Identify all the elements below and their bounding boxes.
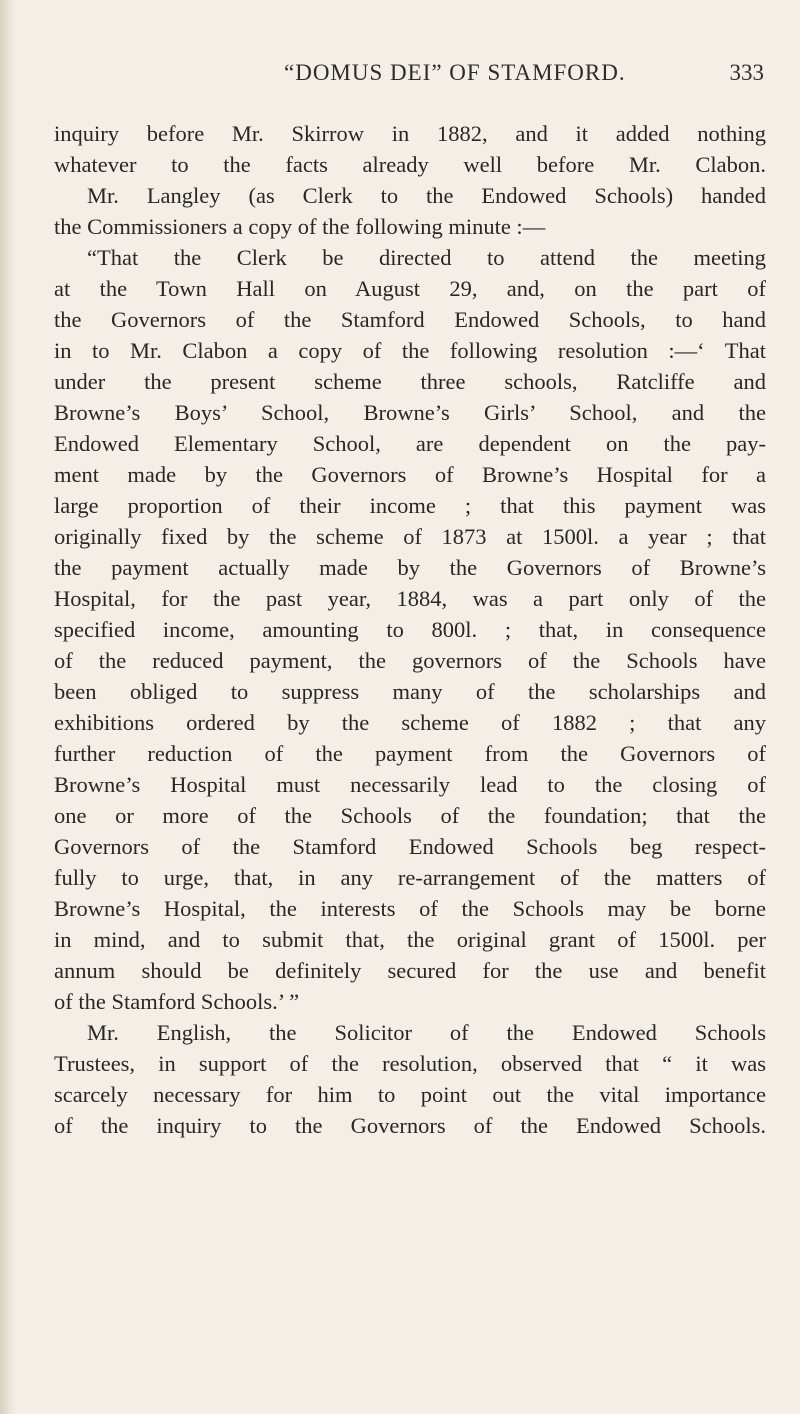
text-line: in mind, and to submit that, the original grant of 1500l. per xyxy=(54,927,766,952)
text-line: the Commissioners a copy of the following minute :— xyxy=(54,214,546,239)
text-line: further reduction of the payment from the Governors of xyxy=(54,741,766,766)
text-line: Browne’s Hospital must necessarily lead to the closing of xyxy=(54,772,766,797)
text-line: Browne’s Hospital, the interests of the Schools may be borne xyxy=(54,896,766,921)
text-line: the payment actually made by the Governors of Browne’s xyxy=(54,555,766,580)
text-line: under the present scheme three schools, Ratcliffe and xyxy=(54,369,766,394)
page-number: 333 xyxy=(729,60,764,85)
text-line: Hospital, for the past year, 1884, was a part only of the xyxy=(54,586,766,611)
page-gutter-shadow xyxy=(0,0,16,1414)
text-line: Endowed Elementary School, are dependent on the pay- xyxy=(54,431,766,456)
page-header xyxy=(0,56,800,96)
paragraph-start-line: Mr. English, the Solicitor of the Endowed Schools xyxy=(87,1020,766,1045)
text-line: the Governors of the Stamford Endowed Schools, to hand xyxy=(54,307,766,332)
text-line: of the reduced payment, the governors of the Schools have xyxy=(54,648,766,673)
paragraph-start-line: “That the Clerk be directed to attend the meeting xyxy=(87,245,766,270)
running-head: “DOMUS DEI” OF STAMFORD. xyxy=(284,60,626,85)
body-text xyxy=(54,118,766,1141)
text-line: annum should be definitely secured for the use and benefit xyxy=(54,958,766,983)
paragraph-start-line: Mr. Langley (as Clerk to the Endowed Schools) handed xyxy=(87,183,766,208)
text-line: of the inquiry to the Governors of the Endowed Schools. xyxy=(54,1113,766,1138)
text-line: fully to urge, that, in any re-arrangement of the matters of xyxy=(54,865,766,890)
text-line: at the Town Hall on August 29, and, on the part of xyxy=(54,276,766,301)
text-line: large proportion of their income ; that this payment was xyxy=(54,493,766,518)
text-line: in to Mr. Clabon a copy of the following resolution :—‘ That xyxy=(54,338,766,363)
text-line: one or more of the Schools of the foundation; that the xyxy=(54,803,766,828)
text-line: exhibitions ordered by the scheme of 1882 ; that any xyxy=(54,710,766,735)
text-line: inquiry before Mr. Skirrow in 1882, and it added nothing xyxy=(54,121,766,146)
text-line: been obliged to suppress many of the scholarships and xyxy=(54,679,766,704)
text-line: scarcely necessary for him to point out the vital importance xyxy=(54,1082,766,1107)
text-line: ment made by the Governors of Browne’s Hospital for a xyxy=(54,462,766,487)
text-line: originally fixed by the scheme of 1873 at 1500l. a year ; that xyxy=(54,524,766,549)
text-line: Browne’s Boys’ School, Browne’s Girls’ School, and the xyxy=(54,400,766,425)
text-line: of the Stamford Schools.’ ” xyxy=(54,989,300,1014)
text-line: whatever to the facts already well before Mr. Clabon. xyxy=(54,152,766,177)
text-line: specified income, amounting to 800l. ; that, in consequence xyxy=(54,617,766,642)
text-line: Trustees, in support of the resolution, observed that “ it was xyxy=(54,1051,766,1076)
text-line: Governors of the Stamford Endowed Schools beg respect- xyxy=(54,834,766,859)
